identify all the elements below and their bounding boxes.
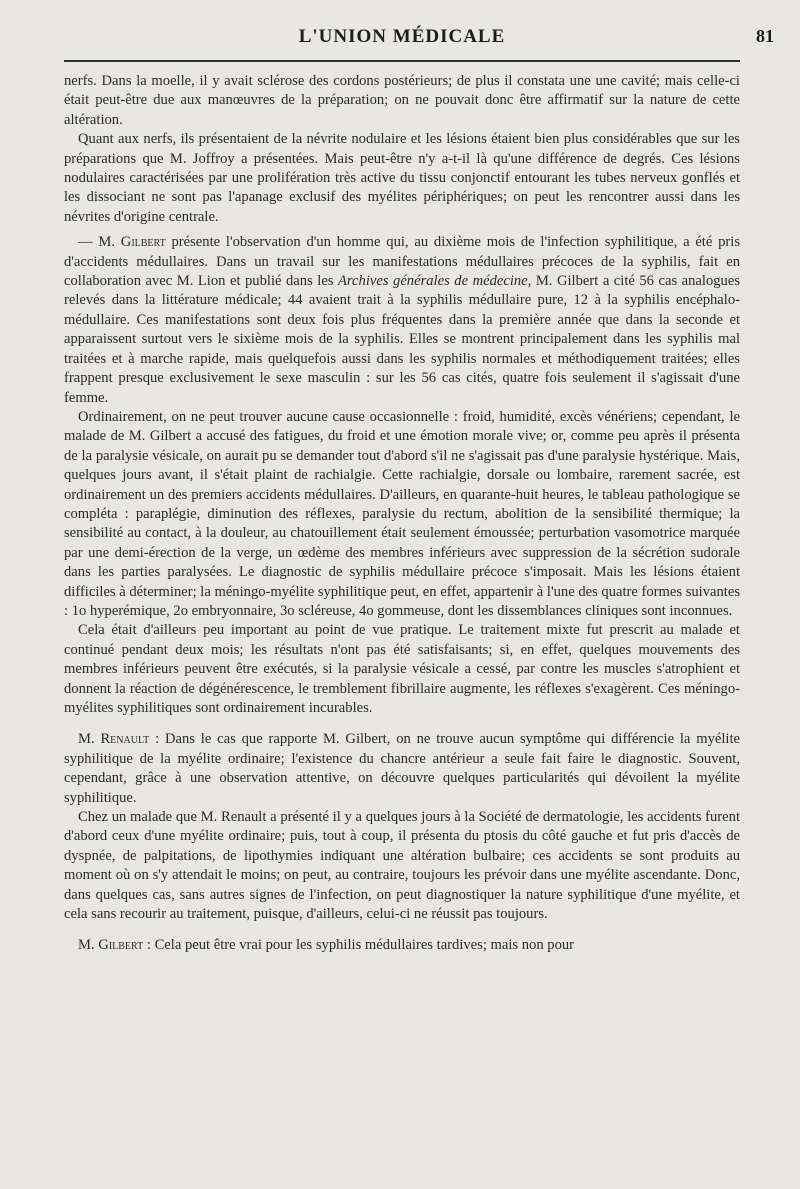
running-head xyxy=(64,18,774,50)
paragraph-4: Ordinairement, on ne peut trouver aucune cause occasionnelle : froid, humidité, excès vénériens; cependant, le malade de M. Gilbert a accusé des fatigues, du froid et une émotion morale vive; or, comme peu après il présenta de la paralysie vésicale, on aurait pu se demander tout d'abord s'il ne s'agissait pas d'une paralysie hystérique. Mais, quelques jours avant, il s'était plaint de rachialgie. Cette rachialgie, dorsale ou lombaire, rarement sacrée, est ordinairement un des premiers accidents médullaires. D'ailleurs, en quarante-huit heures, le tableau pathologique se compléta : paraplégie, diminution des réflexes, paralysie du rectum, abolition de la sensibilité thermique; la sensibilité au contact, à la douleur, au chatouillement était seulement émoussée; perturbation vasomotrice marquée par une demi-érection de la verge, un œdème des membres inférieurs avec suppression de la sécrétion sudorale dans les parties paralysées. Le diagnostic de syphilis médullaire précoce s'imposait. Mais les lésions étaient difficiles à déterminer; la méningo-myélite syphilitique peut, en effet, appartenir à l'une des quatre formes suivantes : 1o hyperémique, 2o embryonnaire, 3o scléreuse, 4o gommeuse, dont les dissemblances cliniques sont inconnues. xyxy=(64,408,741,619)
paragraph-7: Chez un malade que M. Renault a présenté il y a quelques jours à la Société de dermatologie, les accidents furent d'abord ceux d'une myélite ordinaire; puis, tout à coup, il présenta du ptosis du côté gauche et fut pris d'accès de dyspnée, de palpitations, de lipothymies indiquant une altération bulbaire; ces accidents se sont produits au moment où on s'y attendait le moins; on peut, au contraire, toujours les prévoir dans une myélite ascendante. Donc, dans quelques cas, sans autres signes de l'infection, on peut diagnostiquer la nature syphilitique d'une myélite, et cela sans recourir au traitement, puisque, d'ailleurs, celui-ci ne réussit pas toujours. xyxy=(64,809,740,923)
paragraph-3-text-b: M. Gilbert a cité 56 cas analogues relevés dans la littérature médicale; 44 avaient trait à la syphilis médullaire pure, 12 à la syphilis encéphalo-médullaire. Ces manifestations sont deux fois plus fréquentes dans la première année que dans la seconde et apparaissent surtout vers le sixième mois de la syphilis. Elles se montrent principalement dans les syphilis mal traitées et à marche rapide, mais quelquefois aussi dans les syphilis normales et méthodiquement traitées; elles frappent presque exclusivement le sexe masculin : sur les 56 cas cités, quatre fois seulement il s'agissait d'une femme. xyxy=(64,273,740,406)
journal-citation: Archives générales de médecine, xyxy=(338,273,532,290)
paragraph-8 xyxy=(64,936,740,955)
paragraph-8-lead: M. xyxy=(78,937,99,954)
article-body xyxy=(64,72,740,956)
speaker-name: Gilbert xyxy=(98,937,144,954)
paragraph-3 xyxy=(64,233,740,408)
paragraph-1: nerfs. Dans la moelle, il y avait sclérose des cordons postérieurs; de plus il constata une une cavité; mais celle-ci était peut-être due aux manœuvres de la préparation; on ne pouvait donc être affirmatif sur la nature de cette altération. xyxy=(64,73,740,128)
paragraph-8-text: : Cela peut être vrai pour les syphilis médullaires tardives; mais non pour xyxy=(143,937,575,954)
paragraph-3-text-a: présente l'observation d'un homme qui, au dixième mois de l'infection syphilitique, a été pris d'accidents médullaires. Dans un travail sur les manifestations médullaires précoces de la syphilis, fait en collaboration avec M. Lion et publié dans les xyxy=(64,234,741,290)
header-rule xyxy=(64,60,740,62)
paragraph-3-lead: — M. xyxy=(78,234,121,251)
paragraph-6 xyxy=(64,730,740,808)
paragraph-5: Cela était d'ailleurs peu important au point de vue pratique. Le traitement mixte fut prescrit au malade et continué pendant deux mois; les résultats n'ont pas été satisfaisants; si, en effet, quelques mouvements des membres inférieurs peuvent être exécutés, si la paralysie vésicale a cessé, par contre les muscles s'atrophient et donnent la réaction de dégénérescence, le tremblement fibrillaire augmente, les réflexes s'exagèrent. Ces méningo-myélites syphilitiques sont ordinairement incurables. xyxy=(64,622,740,716)
speaker-name: Renault xyxy=(100,731,150,748)
journal-title: L'UNION MÉDICALE xyxy=(298,26,506,47)
speaker-name: Gilbert xyxy=(120,234,166,251)
paragraph-6-lead: M. xyxy=(78,731,101,748)
paragraph-2: Quant aux nerfs, ils présentaient de la névrite nodulaire et les lésions étaient bien plus considérables que sur les préparations que M. Joffroy a présentées. Mais peut-être n'y a-t-il là qu'une différence de degrés. Ces lésions nodulaires caractérisées par une prolifération très active du tissu conjonctif entourant les tubes nerveux gonflés et les dissociant ne sont pas l'apanage exclusif des myélites périphériques; on peut les rencontrer aussi dans les névrites d'origine centrale. xyxy=(64,131,740,225)
paragraph-6-text: : Dans le cas que rapporte M. Gilbert, on ne trouve aucun symptôme qui différencie la myélite syphilitique de la myélite ordinaire; l'existence du chancre antérieur a seule fait faire le diagnostic. Souvent, cependant, grâce à une observation attentive, on découvre quelques particularités qui dévoilent la myélite syphilitique. xyxy=(64,731,740,806)
page-number: 81 xyxy=(756,26,774,46)
